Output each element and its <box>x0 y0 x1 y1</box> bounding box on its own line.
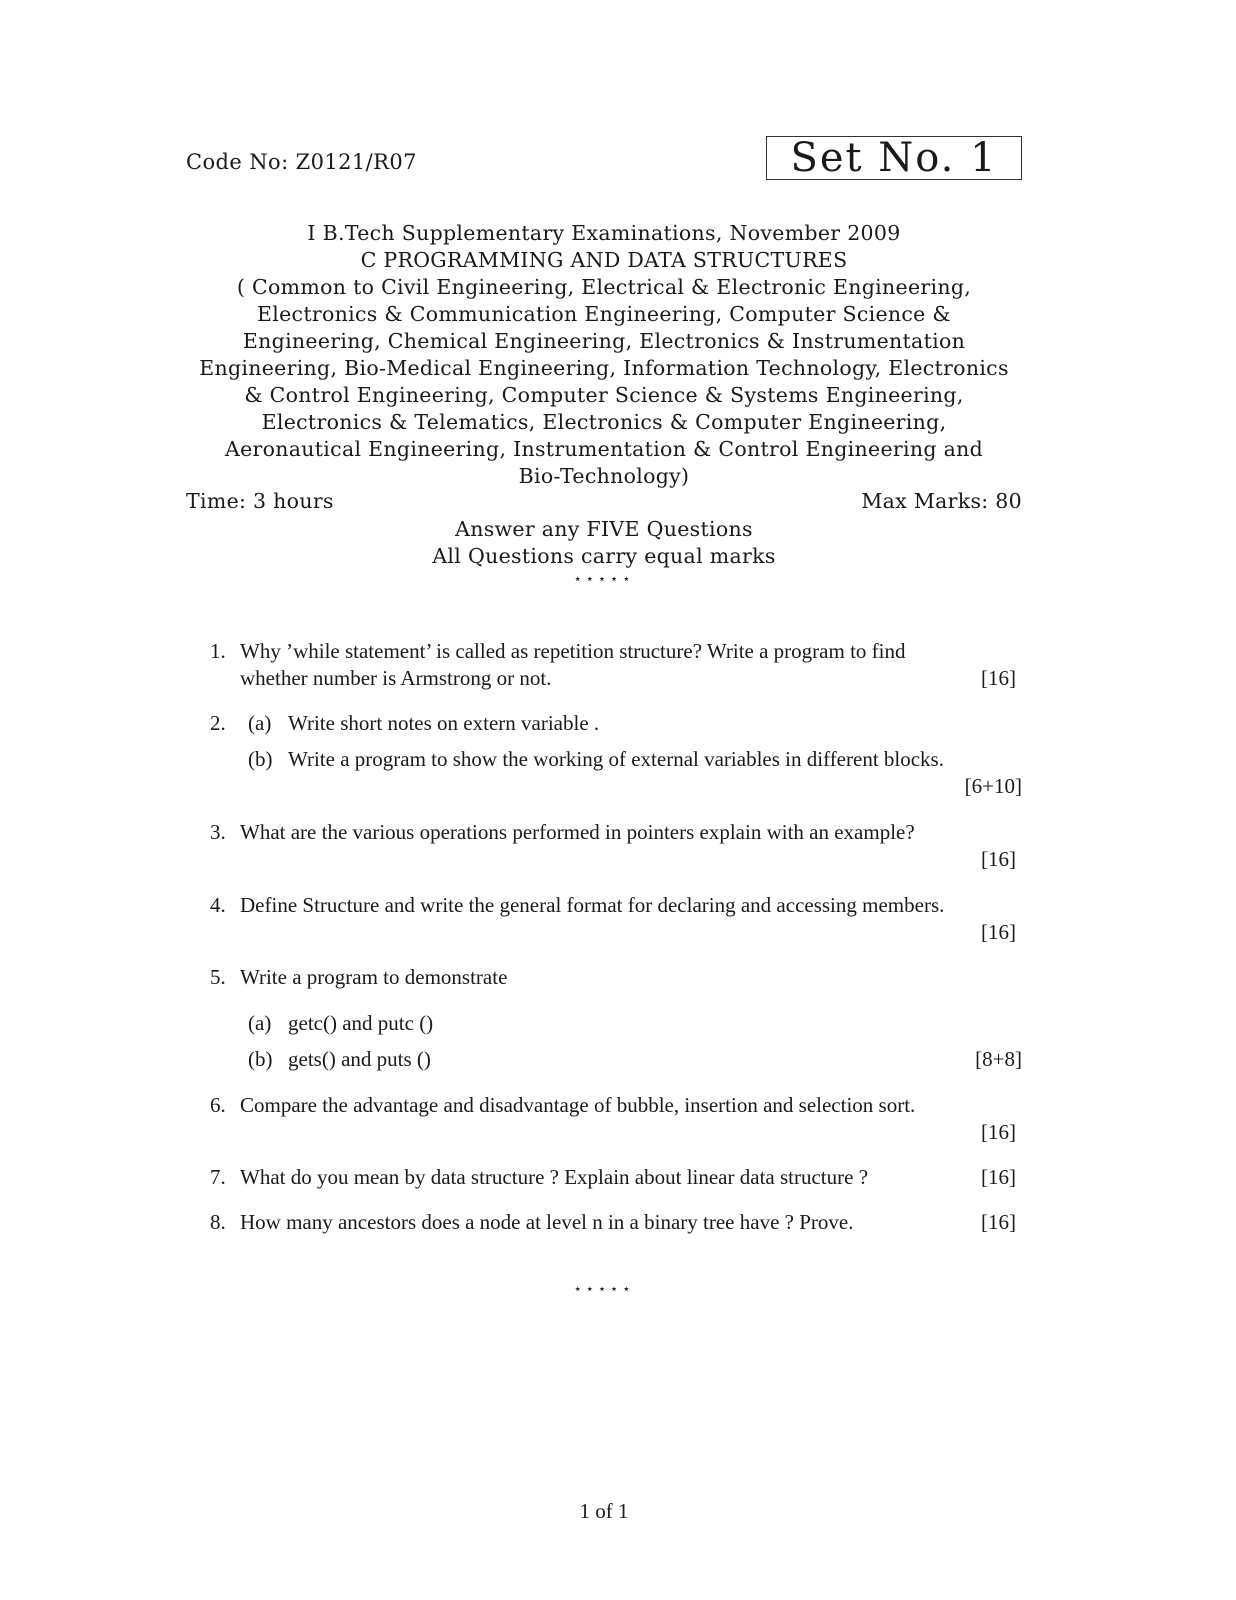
sub-question-a <box>248 710 1022 737</box>
page-number: 1 of 1 <box>579 1499 629 1523</box>
question-marks: [16] <box>981 666 1016 690</box>
common-to-line: Electronics & Telematics, Electronics & Computer Engineering, <box>261 410 947 434</box>
code-number: Code No: Z0121/R07 <box>186 150 417 174</box>
question-text: Compare the advantage and disadvantage of bubble, insertion and selection sort. <box>240 1093 916 1117</box>
sub-question-text: Write a program to show the working of external variables in different blocks. <box>288 747 944 771</box>
question-number: 4. <box>210 893 226 917</box>
common-to-line: Bio-Technology) <box>518 464 690 488</box>
exam-title: C PROGRAMMING AND DATA STRUCTURES <box>360 248 848 272</box>
question-number: 8. <box>210 1210 226 1234</box>
question-7 <box>210 1164 1022 1191</box>
question-2 <box>210 710 1022 800</box>
common-to-line: Aeronautical Engineering, Instrumentation & Control Engineering and <box>224 437 984 461</box>
sub-question-text: gets() and puts () <box>288 1047 431 1071</box>
question-number: 2. <box>210 711 226 735</box>
exam-header <box>186 220 1022 490</box>
common-to-line: Engineering, Bio-Medical Engineering, Information Technology, Electronics <box>199 356 1009 380</box>
common-to-line: Electronics & Communication Engineering, Computer Science & <box>257 302 951 326</box>
question-marks: [16] <box>981 1210 1016 1234</box>
sub-question-b <box>248 746 1022 773</box>
instruction-equal-marks: All Questions carry equal marks <box>432 544 776 568</box>
time-allowed: Time: 3 hours <box>186 489 334 513</box>
sub-question-b <box>248 1046 1022 1073</box>
question-text: What are the various operations performed in pointers explain with an example? <box>240 820 915 844</box>
end-stars: ⋆⋆⋆⋆⋆ <box>573 1282 635 1297</box>
sub-question-label: (b) <box>248 747 273 771</box>
question-marks: [6+10] <box>964 774 1022 798</box>
question-text: whether number is Armstrong or not. <box>240 666 552 690</box>
sub-question-label: (a) <box>248 711 272 735</box>
question-marks: [16] <box>981 1165 1016 1189</box>
instruction-answer: Answer any FIVE Questions <box>455 517 753 541</box>
question-number: 3. <box>210 820 226 844</box>
question-text: Define Structure and write the general format for declaring and accessing members. <box>240 893 945 917</box>
separator-stars: ⋆⋆⋆⋆⋆ <box>573 572 635 587</box>
question-marks: [16] <box>981 920 1016 944</box>
question-5 <box>210 964 1022 1073</box>
question-6 <box>210 1092 1022 1146</box>
question-8 <box>210 1209 1022 1236</box>
question-marks: [16] <box>981 847 1016 871</box>
max-marks: Max Marks: 80 <box>861 489 1022 513</box>
question-3 <box>210 819 1022 873</box>
common-to-line: ( Common to Civil Engineering, Electrical & Electronic Engineering, <box>236 275 972 299</box>
sub-question-text: Write short notes on extern variable . <box>288 711 600 735</box>
set-number-box: Set No. 1 <box>766 136 1022 180</box>
question-number: 7. <box>210 1165 226 1189</box>
sub-question-label: (a) <box>248 1011 272 1035</box>
common-to-line: & Control Engineering, Computer Science & Systems Engineering, <box>244 383 964 407</box>
sub-question-label: (b) <box>248 1047 273 1071</box>
time-marks-row <box>186 489 1022 513</box>
sub-question-text: getc() and putc () <box>288 1011 434 1035</box>
question-marks: [16] <box>981 1120 1016 1144</box>
exam-session: I B.Tech Supplementary Examinations, November 2009 <box>307 221 901 245</box>
question-1 <box>210 638 1022 692</box>
question-4 <box>210 892 1022 946</box>
question-number: 1. <box>210 639 226 663</box>
sub-question-a <box>248 1010 1022 1037</box>
question-text: What do you mean by data structure ? Explain about linear data structure ? <box>240 1165 869 1189</box>
question-text: Write a program to demonstrate <box>240 965 508 989</box>
question-text: Why ’while statement’ is called as repetition structure? Write a program to find <box>240 639 906 663</box>
question-number: 6. <box>210 1093 226 1117</box>
question-text: How many ancestors does a node at level n in a binary tree have ? Prove. <box>240 1210 854 1234</box>
common-to-line: Engineering, Chemical Engineering, Electronics & Instrumentation <box>242 329 966 353</box>
question-number: 5. <box>210 965 226 989</box>
question-marks: [8+8] <box>975 1047 1022 1071</box>
instructions <box>186 516 1022 590</box>
